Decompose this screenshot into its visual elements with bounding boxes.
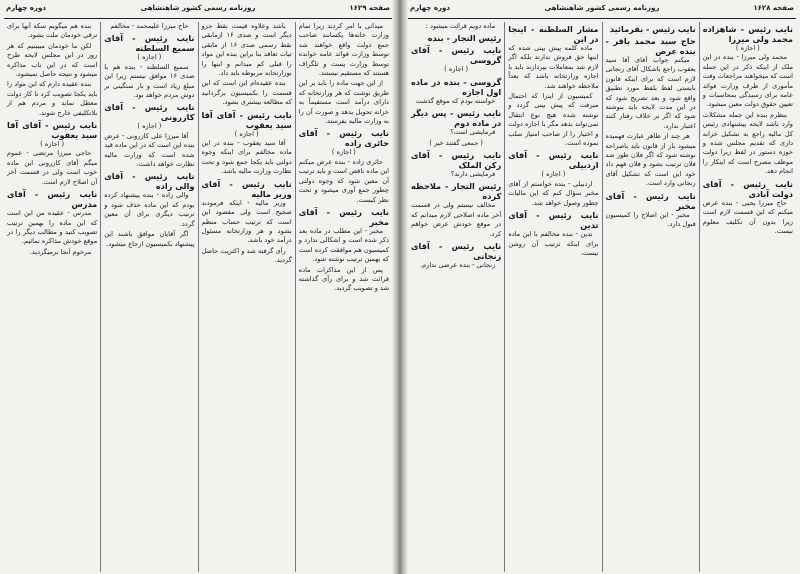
centered-note: ( اجازه ) bbox=[444, 65, 469, 74]
paragraph: کمیسیون از اینرا که احتمال میرفت که پیش بینی گردد و نوشته شده هیچ نوع انتقال نمی‌تواند بدهد مگر با اجازه دولت و اختیار را از صاحب امتیاز سلب نموده است. bbox=[508, 92, 599, 148]
paragraph: هر چند از ظاهر عبارت فهمیده میشود باز از قانون باید باصراحه نوشته شود که اگر فلان طور شد فلان ترتیب بشود و فلان فهم داد خود این است که تشکیل آقای زنجانی وارد است. bbox=[605, 132, 696, 188]
speaker-heading: نایب رئیس - شاهزاده محمد ولی میرزا bbox=[702, 24, 793, 44]
text-column bbox=[4, 22, 100, 572]
header-rule bbox=[408, 18, 796, 19]
centered-note: ( اجازه ) bbox=[234, 129, 259, 138]
right-page bbox=[404, 0, 800, 574]
header-rule bbox=[4, 18, 392, 19]
paragraph: مخبر - این مطلب در ماده بعد ذکر شده است و اشکالی ندارد و کمیسیون هم موافقت کرده است که بهمین ترتیب نوشته شود. bbox=[298, 226, 389, 264]
paragraph: اردبیلی - بنده خواستم از آقای مخبر سؤال کنم که این مالیات چطور وصول خواهد شد. bbox=[508, 179, 599, 207]
paragraph: تدین - بنده مخالفم با این ماده برای اینکه ترتیب آن روشن نیست. bbox=[508, 230, 599, 257]
text-columns bbox=[408, 22, 796, 572]
text-column bbox=[699, 22, 796, 572]
paragraph: سمیع السلطنه - بنده هم با صدی ۱۶ موافق نیستم زیرا این مبلغ زیاد است و بار سنگینی بر دوش مردم خواهد بود. bbox=[104, 62, 195, 100]
speaker-heading: نایب رئیس - آقای تدین bbox=[508, 210, 599, 231]
paragraph: بنده هم میگویم سکه آنها برای ترقی خودمان ملت بشود. bbox=[7, 22, 98, 40]
centered-note: ( اجازه ) bbox=[541, 170, 566, 179]
text-column bbox=[100, 22, 197, 572]
paragraph: رأی گرفته شد و اکثریت حاصل گردید. bbox=[201, 246, 292, 265]
text-column bbox=[602, 22, 699, 572]
paragraph: لکن ما خودمان میبینیم که هر روز در این مجلس لایحه طرح است که در این باب مذاکره میشود و نتیجه حاصل نمیشود. bbox=[7, 41, 98, 79]
centered-note: ( اجازه ) bbox=[40, 140, 65, 149]
text-column bbox=[504, 22, 601, 572]
speaker-heading: نایب رئیس - آقای حائری زاده bbox=[298, 128, 389, 149]
speaker-heading: رئیس التجار - ملاحظه کرده bbox=[411, 181, 502, 202]
centered-note: ( اجازه ) bbox=[331, 148, 356, 157]
paragraph: حاج میرزا یحیی - بنده عرض میکنم که این قسمت لازم است زیرا بدون آن تکلیف معلوم نیست. bbox=[702, 198, 793, 235]
speaker-heading: رئیس التجار - بنده bbox=[427, 33, 502, 44]
speaker-heading: نایب رئیس - آقای وزیر مالیه bbox=[201, 178, 292, 199]
text-columns bbox=[4, 22, 392, 572]
centered-note: ( اجازه ) bbox=[735, 44, 760, 52]
speaker-heading: نایب رئیس - بفرمائید bbox=[609, 24, 696, 34]
speaker-heading: نایب رئیس - آقای اردبیلی bbox=[508, 150, 599, 171]
left-page bbox=[0, 0, 396, 574]
page-number: صفحه ۱۶۲۹ bbox=[349, 4, 390, 12]
paragraph: آقا سید یعقوب - بنده در این ماده مخالفم برای اینکه وجوه دولتی باید یکجا جمع شود و تحت نظارت وزارت مالیه باشد. bbox=[201, 139, 292, 176]
paragraph: والی زاده - بنده پیشنهاد کرده بودم که این ماده حذف شود و ترتیب دیگری برای آن معین گردد. bbox=[104, 191, 195, 228]
text-column bbox=[295, 22, 392, 572]
paragraph: میکنم جواب آقای آقا سید یعقوب راجع باشکال آقای زنجانی لازم است که برای اینکه قانون بایستی لفظ بلفظ مورد تطبیق واقع شود و بعد تصریح شود که در این مدت لایحه باید بنوشته شود که اگر بر خلاف رفتار کنند اعتبار ندارد. bbox=[605, 56, 696, 130]
speaker-heading: نایب رئیس - آقای گروسی bbox=[411, 45, 502, 66]
paragraph: ماده دویم قرائت میشود : bbox=[425, 22, 496, 30]
text-column bbox=[198, 22, 295, 572]
speaker-heading: حاج سید محمد باقر - بنده عرض bbox=[605, 36, 696, 56]
newspaper-title: روزنامه رسمی کشور شاهنشاهی bbox=[544, 4, 660, 12]
paragraph: زنجانی - بنده عرضی ندارم. bbox=[419, 261, 496, 270]
centered-note: ( اجازه ) bbox=[137, 122, 162, 131]
speaker-heading: نایب رئیس - آقای والی زاده bbox=[104, 171, 195, 192]
paragraph: حاج میرزا علیمحمد - مخالفم bbox=[110, 22, 189, 30]
speaker-heading: نایب رئیس - آقای مخبر bbox=[298, 206, 389, 227]
paragraph: اگر آقایان موافق باشند این پیشنهاد بکمیسیون ارجاع میشود. bbox=[104, 230, 195, 248]
paragraph: ماده کلمه پیش بینی شده که اینها حق فروش ندارند بلکه اگر لازم شد بمعاملات بپردازند باید با اجازه وزارتخانه باشد که بعداً ملاحظه خواهند شد. bbox=[508, 44, 599, 90]
paragraph: محمد ولی میرزا - بنده در این ملک از اینکه ذکر در این جمله است که میخواهند مراجعات وقت مأموری از طرف وزارت فوائد عامه برای رسیدگی بمحاسبات و تعیین حقوق دولت معین میشود. bbox=[702, 53, 793, 109]
speaker-heading: گروسی - بنده در ماده اول اجازه bbox=[411, 76, 502, 97]
centered-note: ( جمعی گفتند خیر ) bbox=[429, 138, 483, 147]
paragraph: حاجی میرزا مرتضی - عموم میگم آقای کازرونی این ماده خوب است ولی در قسمت آخر آن اصلاح لازم است. bbox=[7, 149, 98, 186]
page-number: صفحه ۱۶۲۸ bbox=[753, 4, 794, 12]
page-header bbox=[6, 4, 390, 16]
book-gutter bbox=[392, 0, 408, 574]
paragraph: مدرس - عقیده من این است که این ماده را بهمین ترتیب تصویب کنید و مطالب دیگر را در موقع خودش مذاکره نمائیم. bbox=[7, 209, 98, 246]
speaker-heading: نایب رئیس - آقای دولت آبادی bbox=[702, 178, 793, 199]
page-header bbox=[410, 4, 794, 16]
newspaper-title: روزنامه رسمی کشور شاهنشاهی bbox=[140, 4, 256, 12]
centered-note: ( اجازه ) bbox=[137, 53, 162, 62]
speaker-heading: نایب رئیس - آقای مخبر bbox=[605, 190, 696, 211]
speaker-heading: نایب رئیس - آقای کازرونی bbox=[104, 102, 195, 123]
speaker-heading: نایب رئیس - آقای سمیع السلطنه bbox=[104, 33, 195, 54]
paragraph: فرمایشی دارند؟ bbox=[450, 170, 496, 179]
paragraph: بنظرم بنده این جمله مشکلات وارد باشد لایحه پیشنهادی رئیس کل مالیه راجع به تشکیل خزانه داری که تقدیم مجلس شده و حوزه دستور در لفظ زیرا دولت موظف مصرح است که اینکار را انجام دهد. bbox=[702, 110, 793, 176]
paragraph: خواسته بودم که موقع گذشت bbox=[415, 96, 496, 105]
text-column bbox=[408, 22, 504, 572]
volume-label: دوره چهارم bbox=[6, 4, 46, 12]
paragraph: میدانی با امر کردند زیرا تمام وزارت خانه‌ها یکسانند صاحب جمع دولت واقع خواهند شد توسط وزارت فوائد عامه خوانده توسط وزارت پست و تلگراف هستند که مستقیم نیستند. bbox=[298, 22, 389, 78]
speaker-heading: نایب رئیس - آقای رکن الملک bbox=[411, 150, 502, 171]
paragraph: حائری زاده - بنده عرض میکنم این ماده ناقص است و باید ترتیب آن معین شود که وجوه دولتی چطور جمع آوری میشود و تحت نظر کیست. bbox=[298, 157, 389, 204]
paragraph: مرخوم آنجا برمیگردید. bbox=[29, 247, 92, 256]
paragraph: آقا میرزا علی کازرونی - عرض بنده این است که در این ماده قید شده است که وزارت مالیه نظارت خواهد داشت. bbox=[104, 131, 195, 169]
speaker-heading: نایب رئیس - پس دیگر در ماده دوم bbox=[411, 108, 502, 129]
paragraph: وزیر مالیه - اینکه فرمودند صحیح است ولی مقصود این است که ترتیب حساب منظم بشود و هر وزارتخانه مسئول درآمد خود باشد. bbox=[201, 198, 292, 245]
paragraph: مخالف نیستم ولی در قسمت آخر ماده اصلاحی لازم میدانم که در موقع خودش عرض خواهم کرد. bbox=[411, 201, 502, 238]
paragraph: بنده عقیده دارم که این مواد را باید یکجا تصویب کرد تا کار دولت معطل نماند و مردم هم از بلاتکلیفی خارج شوند. bbox=[7, 80, 98, 117]
paragraph: پس از این مذاکرات ماده قرائت شد و برای رأی گذاشته شد و تصویب گردید. bbox=[298, 265, 389, 293]
paragraph: از این جهت ماده را باید بر این طریق نوشت که هر وزارتخانه که دارای درآمد است مستقیماً به خزانه تحویل بدهد و صورت آن را به وزارت مالیه بفرستد. bbox=[298, 79, 389, 126]
speaker-heading: مشار السلطنه - اینجا در این bbox=[508, 24, 599, 44]
paragraph: فرمایشی است؟ bbox=[450, 128, 496, 137]
volume-label: دوره چهارم bbox=[410, 4, 450, 12]
speaker-heading: نایب رئیس - آقای مدرس bbox=[7, 189, 98, 210]
paragraph: بنده عقیده‌ام این است که این قسمت را بکمیسیون برگردانید که مطالعه بیشتری بشود. bbox=[201, 79, 292, 107]
paragraph: مخبر - این اصلاح را کمیسیون قبول دارد. bbox=[605, 210, 696, 229]
speaker-heading: نایب رئیس - آقای آقا سید یعقوب bbox=[201, 109, 292, 130]
speaker-heading: نایب رئیس - آقای آقا سید یعقوب bbox=[7, 120, 98, 141]
paragraph: باشد وعلاوه قیمت نقط جزو دیگر است و صدی ۱۶ ازمابقی نقط رسمی صدی ۱۶ از مابقی ثبات تعاقد بنا براین بنده این مواد را قبلی کم میدانم و اینها را بوزارتخانه مربوطه باید داد. bbox=[201, 22, 292, 78]
speaker-heading: نایب رئیس - آقای زنجانی bbox=[411, 241, 502, 262]
